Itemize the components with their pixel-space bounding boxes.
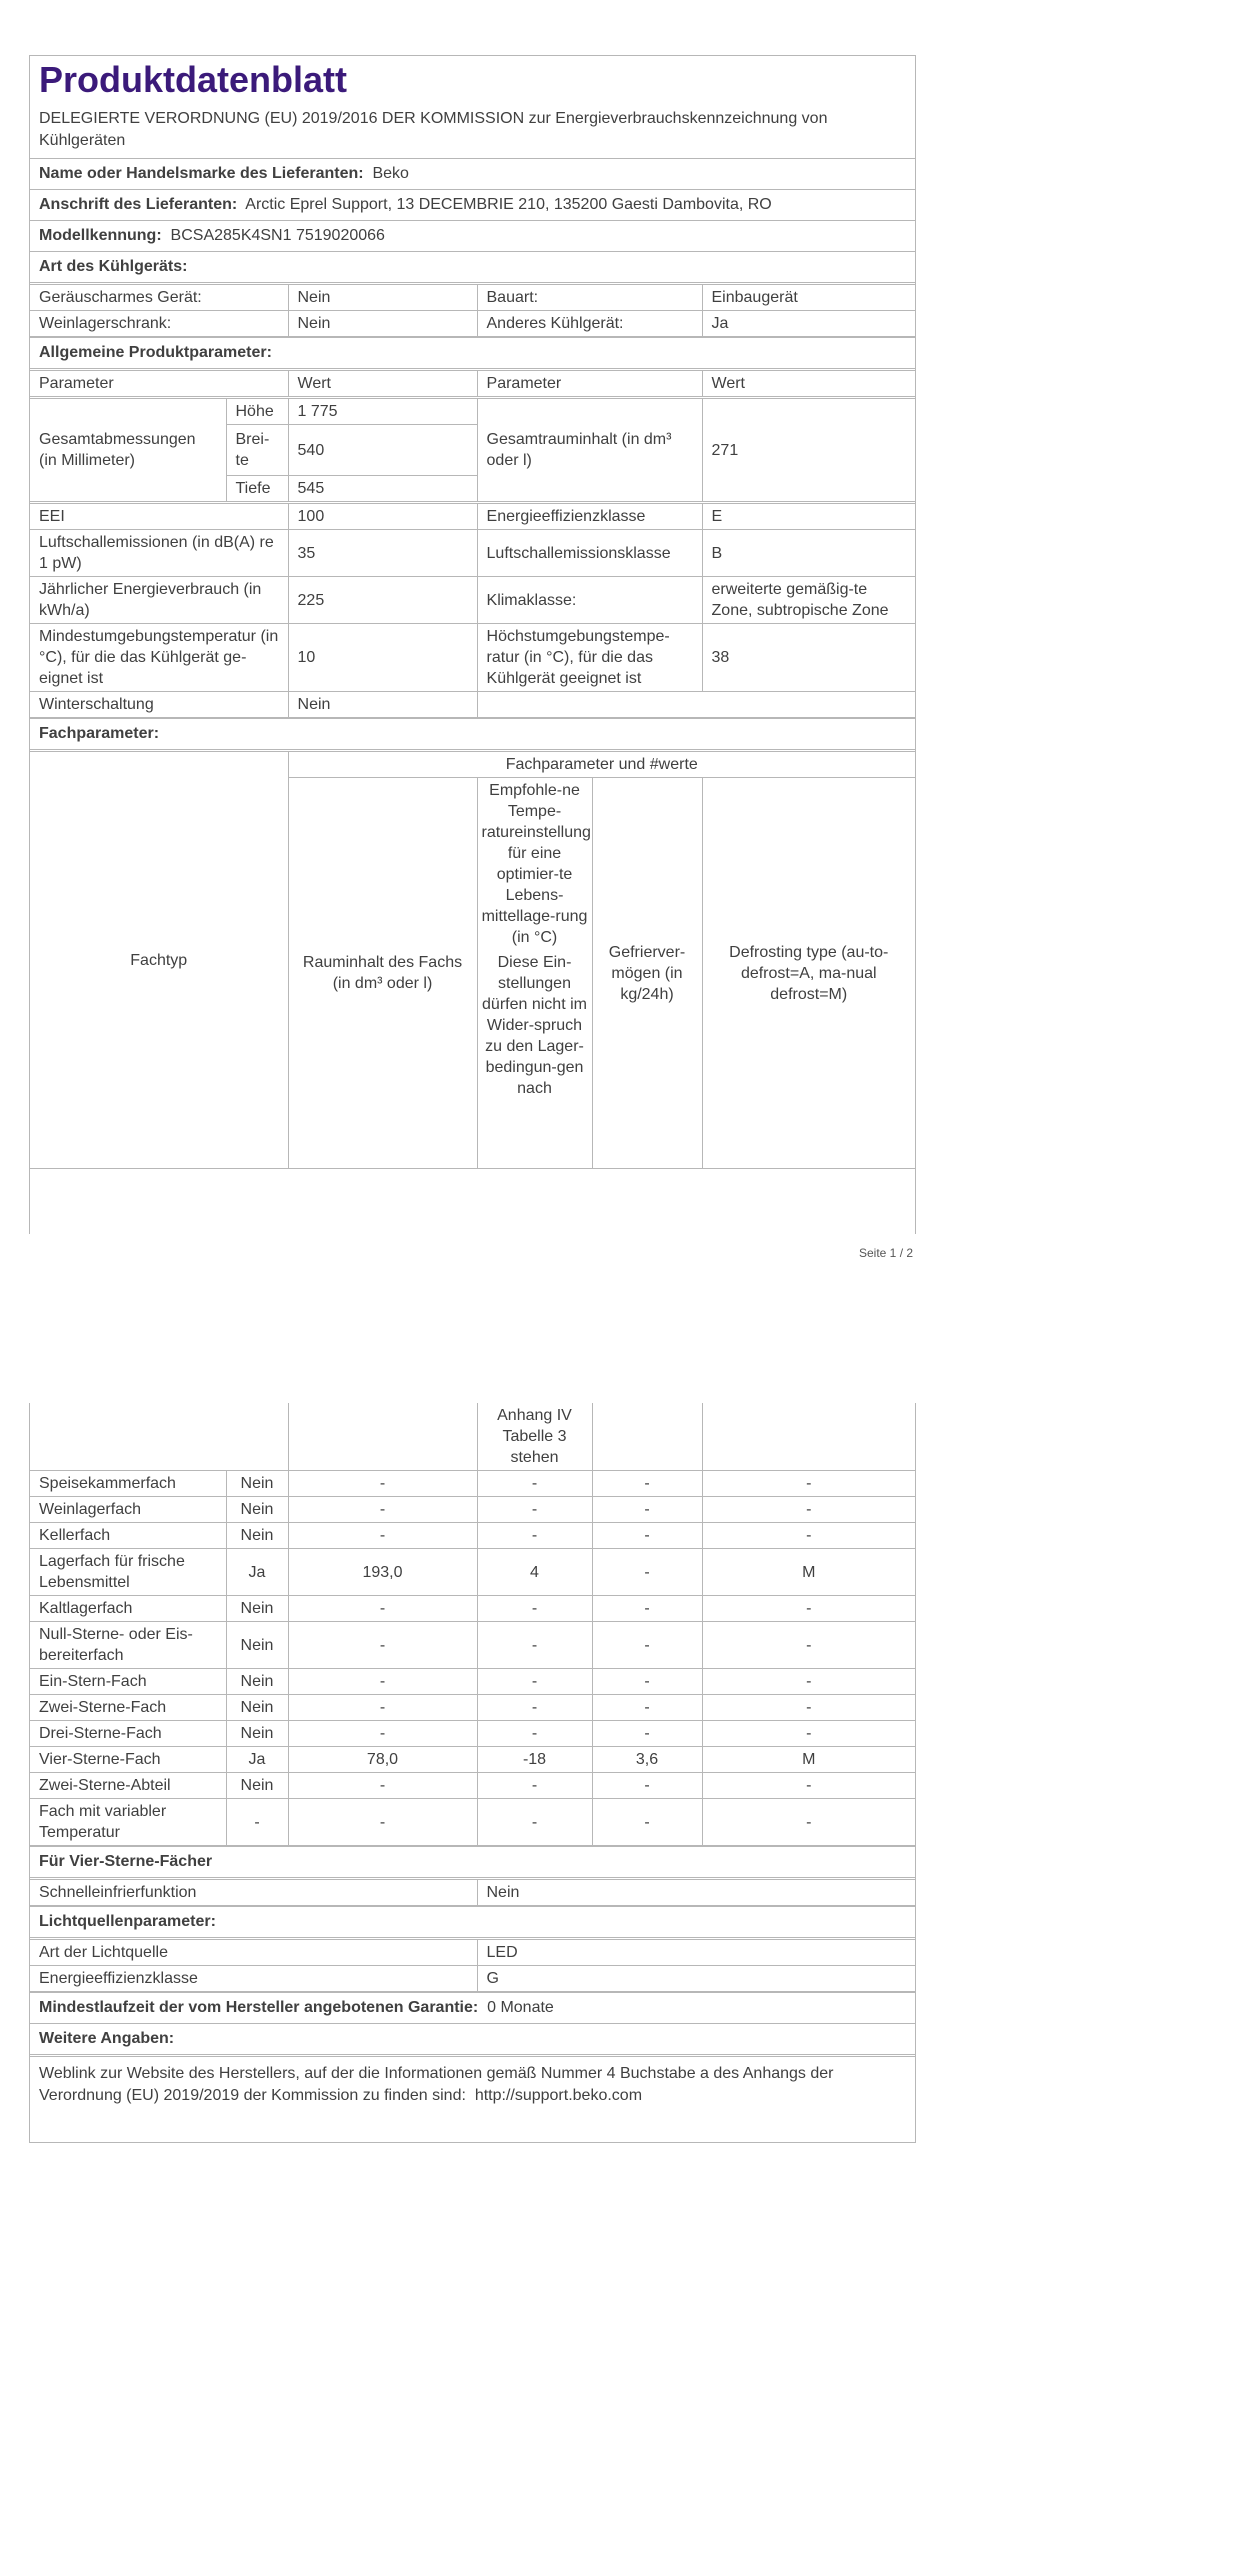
col-temp-text: Empfohle-ne Tempe-ratureinstellung für eine optimier-te Lebens-mittellage-rung (in °C) xyxy=(481,782,591,946)
compartment-value-cell: - xyxy=(288,1471,477,1497)
type-cell: Bauart: xyxy=(477,284,702,311)
compartment-value-cell: - xyxy=(592,1669,702,1695)
table-row xyxy=(30,1523,915,1549)
compartment-value-cell: - xyxy=(226,1799,288,1846)
compartment-rows xyxy=(30,1471,915,1846)
compartment-value-cell: Nein xyxy=(226,1669,288,1695)
compartment-value-cell: - xyxy=(592,1622,702,1669)
min-temp-label: Mindestumgebungstemperatur (in °C), für die das Kühlgerät ge-eignet ist xyxy=(30,624,288,692)
energy-consumption-label: Jährlicher Energieverbrauch (in kWh/a) xyxy=(30,577,288,624)
compartment-value-cell: - xyxy=(288,1773,477,1799)
type-cell: Nein xyxy=(288,311,477,337)
supplier-label: Name oder Handelsmarke des Lieferanten: xyxy=(39,165,364,182)
energy-class-label: Energieeffizienzklasse xyxy=(477,503,702,530)
table-row xyxy=(30,1966,915,1992)
width-value: 540 xyxy=(288,425,477,476)
manufacturer-link[interactable]: http://support.beko.com xyxy=(474,2087,643,2104)
compartment-value-cell: - xyxy=(477,1773,592,1799)
table-row xyxy=(30,577,915,624)
group-header: Fachparameter und #werte xyxy=(288,751,915,778)
compartment-value-cell: - xyxy=(288,1799,477,1846)
type-cell: Geräuscharmes Gerät: xyxy=(30,284,288,311)
compartment-type-cell: Drei-Sterne-Fach xyxy=(30,1721,226,1747)
climate-value: erweiterte gemäßig-te Zone, subtropische Zone xyxy=(702,577,915,624)
supplier-row xyxy=(30,158,915,189)
noise-class-label: Luftschallemissionsklasse xyxy=(477,530,702,577)
table-row xyxy=(30,1879,915,1906)
compartment-value-cell: Nein xyxy=(226,1622,288,1669)
col-type-header: Fachtyp xyxy=(30,751,288,1169)
compartment-type-cell: Zwei-Sterne-Fach xyxy=(30,1695,226,1721)
more-heading: Weitere Angaben: xyxy=(30,2023,915,2054)
energy-consumption-value: 225 xyxy=(288,577,477,624)
value-header: Wert xyxy=(288,370,477,398)
compartment-value-cell: - xyxy=(477,1799,592,1846)
compartment-value-cell: - xyxy=(592,1523,702,1549)
empty-cell xyxy=(477,692,915,718)
table-row xyxy=(30,1471,915,1497)
light-class-value: G xyxy=(477,1966,915,1992)
compartment-value-cell: Nein xyxy=(226,1523,288,1549)
address-label: Anschrift des Lieferanten: xyxy=(39,196,238,213)
width-label: Brei-te xyxy=(226,425,288,476)
height-value: 1 775 xyxy=(288,398,477,425)
compartment-value-cell: - xyxy=(592,1497,702,1523)
compartment-value-cell: Nein xyxy=(226,1773,288,1799)
table-row xyxy=(30,1773,915,1799)
type-table xyxy=(30,282,915,337)
depth-value: 545 xyxy=(288,476,477,503)
datasheet-page-2 xyxy=(29,1403,916,2143)
col-volume-header: Rauminhalt des Fachs (in dm³ oder l) xyxy=(288,778,477,1169)
compartment-type-cell: Fach mit variabler Temperatur xyxy=(30,1799,226,1846)
datasheet-page-1 xyxy=(29,55,916,1234)
volume-value: 271 xyxy=(702,398,915,503)
compartment-type-cell: Speisekammerfach xyxy=(30,1471,226,1497)
col-freeze-header: Gefrierver-mögen (in kg/24h) xyxy=(592,778,702,1169)
compartment-value-cell: M xyxy=(702,1549,915,1596)
compartment-type-cell: Zwei-Sterne-Abteil xyxy=(30,1773,226,1799)
param-header: Parameter xyxy=(477,370,702,398)
light-type-label: Art der Lichtquelle xyxy=(30,1939,477,1966)
compartment-value-cell: - xyxy=(288,1695,477,1721)
compartment-table xyxy=(30,1403,915,1846)
empty-cell xyxy=(592,1403,702,1471)
compartment-value-cell: - xyxy=(592,1799,702,1846)
winter-label: Winterschaltung xyxy=(30,692,288,718)
compartment-value-cell: - xyxy=(702,1669,915,1695)
col-defrost-header: Defrosting type (au-to-defrost=A, ma-nual defrost=M) xyxy=(702,778,915,1169)
eei-value: 100 xyxy=(288,503,477,530)
table-row xyxy=(30,1747,915,1773)
max-temp-label: Höchstumgebungstempe-ratur (in °C), für die das Kühlgerät geeignet ist xyxy=(477,624,702,692)
page-title: Produktdatenblatt xyxy=(39,59,348,100)
compartment-value-cell: - xyxy=(477,1695,592,1721)
max-temp-value: 38 xyxy=(702,624,915,692)
page-number: Seite 1 / 2 xyxy=(859,1246,914,1260)
table-row xyxy=(30,284,915,311)
table-header-row xyxy=(30,751,915,778)
table-row xyxy=(30,1622,915,1669)
noise-label: Luftschallemissionen (in dB(A) re 1 pW) xyxy=(30,530,288,577)
compartment-value-cell: - xyxy=(288,1497,477,1523)
type-heading: Art des Kühlgeräts: xyxy=(30,251,915,282)
compartment-value-cell: - xyxy=(702,1596,915,1622)
compartment-type-cell: Kellerfach xyxy=(30,1523,226,1549)
compartment-value-cell: - xyxy=(477,1596,592,1622)
empty-cell xyxy=(30,1403,288,1471)
table-row xyxy=(30,624,915,692)
regulation-text: DELEGIERTE VERORDNUNG (EU) 2019/2016 DER KOMMISSION zur Energieverbrauchskennzeichnung von Kühlgeräten xyxy=(39,110,828,149)
table-row xyxy=(30,1695,915,1721)
col-temp-note-cont: Anhang IV Tabelle 3 stehen xyxy=(477,1403,592,1471)
climate-label: Klimaklasse: xyxy=(477,577,702,624)
noise-class-value: B xyxy=(702,530,915,577)
compartment-type-cell: Lagerfach für frische Lebensmittel xyxy=(30,1549,226,1596)
table-row xyxy=(30,1721,915,1747)
noise-value: 35 xyxy=(288,530,477,577)
compartment-type-cell: Ein-Stern-Fach xyxy=(30,1669,226,1695)
light-type-value: LED xyxy=(477,1939,915,1966)
address-value: Arctic Eprel Support, 13 DECEMBRIE 210, 135200 Gaesti Dambovita, RO xyxy=(245,196,772,213)
four-star-heading: Für Vier-Sterne-Fächer xyxy=(30,1846,915,1877)
energy-class-value: E xyxy=(702,503,915,530)
param-header: Parameter xyxy=(30,370,288,398)
compartment-type-cell: Vier-Sterne-Fach xyxy=(30,1747,226,1773)
depth-label: Tiefe xyxy=(226,476,288,503)
table-row xyxy=(30,503,915,530)
compartment-value-cell: - xyxy=(592,1596,702,1622)
warranty-row xyxy=(30,1992,915,2023)
compartment-value-cell: Nein xyxy=(226,1497,288,1523)
compartment-value-cell: - xyxy=(592,1773,702,1799)
compartment-type-cell: Weinlagerfach xyxy=(30,1497,226,1523)
height-label: Höhe xyxy=(226,398,288,425)
compartment-value-cell: - xyxy=(477,1523,592,1549)
model-label: Modellkennung: xyxy=(39,227,162,244)
table-header-row xyxy=(30,1403,915,1471)
compartment-value-cell: - xyxy=(477,1622,592,1669)
supplier-value: Beko xyxy=(372,165,409,182)
table-row xyxy=(30,398,915,425)
type-cell: Nein xyxy=(288,284,477,311)
col-temp-header xyxy=(477,778,592,1169)
compartment-value-cell: - xyxy=(702,1721,915,1747)
compartment-value-cell: 193,0 xyxy=(288,1549,477,1596)
compartment-value-cell: Ja xyxy=(226,1549,288,1596)
fast-freeze-value: Nein xyxy=(477,1879,915,1906)
winter-value: Nein xyxy=(288,692,477,718)
table-row xyxy=(30,1549,915,1596)
compartment-header-table xyxy=(30,749,915,1169)
compartment-value-cell: - xyxy=(288,1669,477,1695)
min-temp-value: 10 xyxy=(288,624,477,692)
general-heading: Allgemeine Produktparameter: xyxy=(30,337,915,368)
table-row xyxy=(30,311,915,337)
compartment-value-cell: - xyxy=(477,1721,592,1747)
compartment-value-cell: 4 xyxy=(477,1549,592,1596)
compartment-type-cell: Null-Sterne- oder Eis-bereiterfach xyxy=(30,1622,226,1669)
compartment-value-cell: - xyxy=(592,1471,702,1497)
compartment-value-cell: - xyxy=(702,1622,915,1669)
compartment-value-cell: Nein xyxy=(226,1721,288,1747)
eei-label: EEI xyxy=(30,503,288,530)
light-class-label: Energieeffizienzklasse xyxy=(30,1966,477,1992)
value-header: Wert xyxy=(702,370,915,398)
more-text: Weblink zur Website des Herstellers, auf der die Informationen gemäß Nummer 4 Buchstabe a des Anhangs der Verordnung (EU) 2019/2019 der Kommission zu finden sind: xyxy=(39,2065,834,2104)
table-row xyxy=(30,1799,915,1846)
compartment-value-cell: Ja xyxy=(226,1747,288,1773)
light-table xyxy=(30,1937,915,1992)
compartment-value-cell: - xyxy=(702,1773,915,1799)
warranty-label: Mindestlaufzeit der vom Hersteller angebotenen Garantie: xyxy=(39,1999,479,2016)
table-row xyxy=(30,692,915,718)
compartment-value-cell: - xyxy=(702,1497,915,1523)
table-row xyxy=(30,1497,915,1523)
model-value: BCSA285K4SN1 7519020066 xyxy=(170,227,385,244)
table-header-row xyxy=(30,370,915,398)
empty-cell xyxy=(288,1403,477,1471)
compartment-value-cell: - xyxy=(702,1471,915,1497)
compartment-type-cell: Kaltlagerfach xyxy=(30,1596,226,1622)
col-temp-note: Diese Ein-stellungen dürfen nicht im Wider-spruch zu den Lager-bedingun-gen nach xyxy=(482,954,587,1097)
compartment-value-cell: Nein xyxy=(226,1471,288,1497)
compartment-value-cell: - xyxy=(288,1523,477,1549)
compartment-value-cell: 3,6 xyxy=(592,1747,702,1773)
table-row xyxy=(30,1596,915,1622)
compartment-value-cell: - xyxy=(477,1669,592,1695)
table-row xyxy=(30,530,915,577)
compartment-value-cell: 78,0 xyxy=(288,1747,477,1773)
general-table xyxy=(30,368,915,718)
compartment-value-cell: - xyxy=(702,1523,915,1549)
type-cell: Einbaugerät xyxy=(702,284,915,311)
light-heading: Lichtquellenparameter: xyxy=(30,1906,915,1937)
compartment-value-cell: - xyxy=(477,1497,592,1523)
type-cell: Anderes Kühlgerät: xyxy=(477,311,702,337)
compartment-value-cell: - xyxy=(592,1721,702,1747)
compartment-value-cell: - xyxy=(702,1799,915,1846)
compartment-value-cell: Nein xyxy=(226,1695,288,1721)
compartment-value-cell: Nein xyxy=(226,1596,288,1622)
four-star-table xyxy=(30,1877,915,1906)
model-row xyxy=(30,220,915,251)
address-row xyxy=(30,189,915,220)
empty-cell xyxy=(702,1403,915,1471)
fast-freeze-label: Schnelleinfrierfunktion xyxy=(30,1879,477,1906)
type-cell: Weinlagerschrank: xyxy=(30,311,288,337)
table-row xyxy=(30,1669,915,1695)
compartment-value-cell: - xyxy=(592,1695,702,1721)
compartment-value-cell: M xyxy=(702,1747,915,1773)
compartment-value-cell: - xyxy=(288,1721,477,1747)
compartment-value-cell: -18 xyxy=(477,1747,592,1773)
compartment-value-cell: - xyxy=(288,1622,477,1669)
compartment-value-cell: - xyxy=(288,1596,477,1622)
compartments-heading: Fachparameter: xyxy=(30,718,915,749)
table-row xyxy=(30,1939,915,1966)
warranty-value: 0 Monate xyxy=(487,1999,554,2016)
compartment-value-cell: - xyxy=(592,1549,702,1596)
compartment-value-cell: - xyxy=(702,1695,915,1721)
volume-label: Gesamtrauminhalt (in dm³ oder l) xyxy=(477,398,702,503)
type-cell: Ja xyxy=(702,311,915,337)
dimensions-label: Gesamtabmessungen (in Millimeter) xyxy=(30,398,226,503)
more-text-block xyxy=(30,2054,915,2115)
compartment-value-cell: - xyxy=(477,1471,592,1497)
